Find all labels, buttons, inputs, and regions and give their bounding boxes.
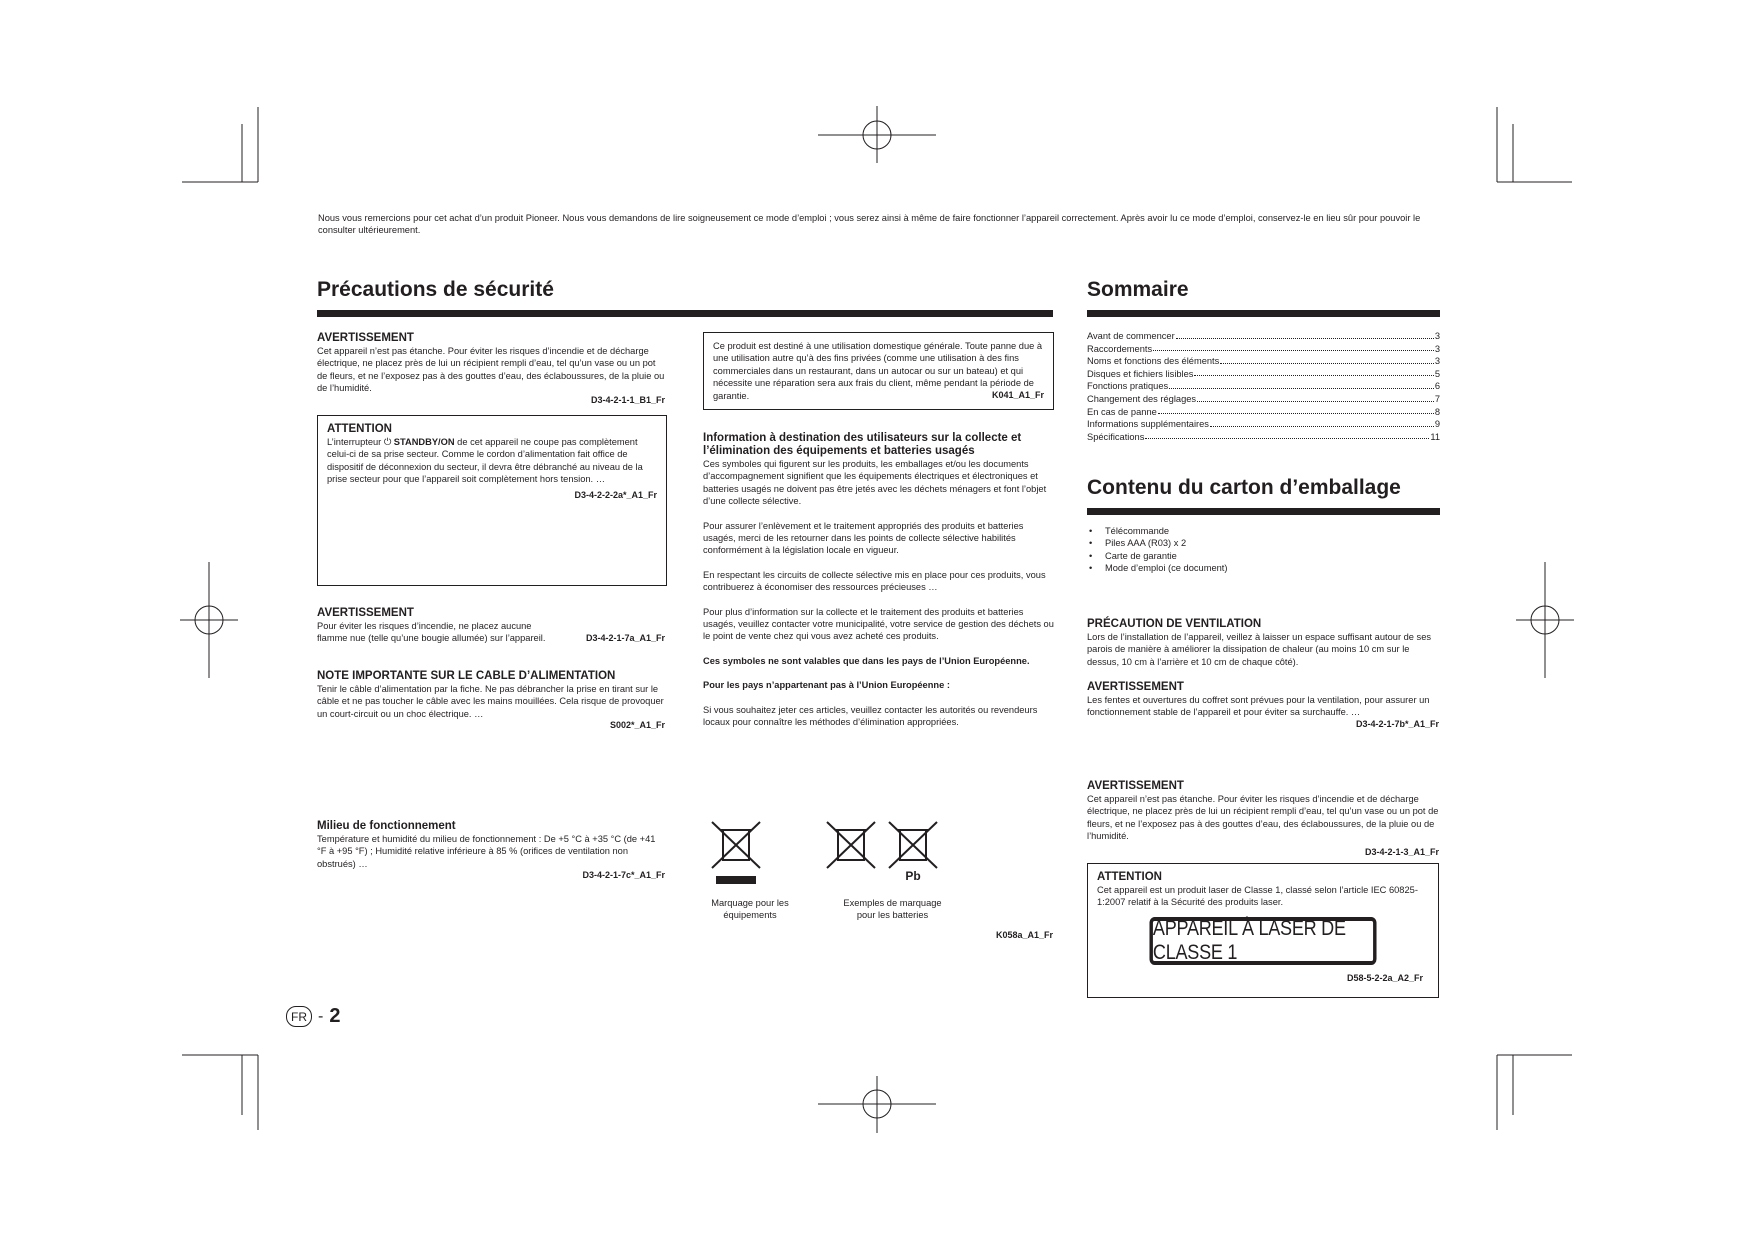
carton-item: • Carte de garantie (1087, 550, 1440, 562)
caption-batteries: Exemples de marquage pour les batteries (843, 898, 942, 921)
non-eu-heading: Pour les pays n’appartenant pas à l’Union Européenne : (703, 680, 950, 691)
page-number (286, 1005, 340, 1028)
language-badge: FR (286, 1006, 312, 1027)
title-rule (317, 310, 1053, 317)
toc-item[interactable] (1087, 418, 1440, 431)
weee-paragraph: Pour plus d’information sur la collecte et le traitement des produits et batteries usagés, veuillez contacter votre municipalité, votre service de gestion des déchets ou le point de vente chez qui vous avez acheté ces produits. (703, 606, 1054, 642)
intro-text: Nous vous remercions pour cet achat d’un produit Pioneer. Nous vous demandons de lire soigneusement ce mode d’emploi ; vous serez ainsi à même de faire fonctionner l’appareil correctement. Après avoir lu ce mode d’emploi, conservez-le en lieu sûr pour pouvoir le consulter ultérieurement. (318, 213, 1421, 236)
carton-section (1087, 476, 1440, 575)
caption-equipment: Marquage pour les équipements (711, 898, 789, 921)
warning-text: Cet appareil n’est pas étanche. Pour éviter les risques d’incendie et de décharge électrique, ne placez près de lui un récipient rempli d’eau, tel qu’un vase ou un pot de fleurs, et ne l’exposez pas à des gouttes d’eau, des éclaboussures, de la pluie ou de l’humidité. (1087, 794, 1439, 842)
eu-only-note: Ces symboles ne sont valables que dans les pays de l’Union Européenne. (703, 655, 1030, 666)
weee-paragraph: Ces symboles qui figurent sur les produits, les emballages et/ou les documents d’accompagnement signifient que les équipements électriques et électroniques et batteries usagés ne doivent pas être jetés avec les déchets ménagers et font l’objet d’une collecte sélective. (703, 459, 1047, 507)
weee-info (703, 432, 1055, 729)
toc-label: Informations supplémentaires (1087, 419, 1209, 430)
toc-item[interactable] (1087, 406, 1440, 419)
toc-list (1087, 330, 1440, 443)
toc-leader (1194, 368, 1433, 377)
warning-3 (1087, 681, 1439, 729)
domestic-use-box (703, 332, 1054, 410)
cable-text: Tenir le câble d’alimentation par la fiche. Ne pas débrancher la prise en tirant sur le câble et ne pas toucher le câble avec les mains mouillées. Cela risque de provoquer un court-circuit ou un choc électrique. … (317, 684, 664, 719)
toc-page: 8 (1434, 406, 1440, 417)
domestic-use-text: Ce produit est destiné à une utilisation domestique générale. Toute panne due à une utilisation autre qu’à des fins privées (comme une utilisation à des fins commerciales dans un restaurant, dans un autocar ou sur un bateau) et qui nécessite une réparation sera aux frais du client, même pendant la période de garantie. (713, 341, 1043, 401)
weee-paragraph: En respectant les circuits de collecte sélective mis en place pour ces produits, vous contribuerez à économiser des ressources précieuses … (703, 569, 1046, 593)
toc-page: 9 (1434, 419, 1440, 430)
ventilation-text: Lors de l’installation de l’appareil, veillez à laisser un espace suffisant autour de ses parois de manière à améliorer la dissipation de chaleur (au moins 10 cm sur le dessus, 10 cm à l’arrière et 10 cm de chaque côté). (1087, 632, 1432, 667)
ventilation (1087, 618, 1439, 668)
toc-item[interactable] (1087, 368, 1440, 381)
warning-text: Cet appareil n’est pas étanche. Pour éviter les risques d’incendie et de décharge électrique, ne placez près de lui un récipient rempli d’eau, tel qu’un vase ou un pot de fleurs, et ne l’exposez pas à des gouttes d’eau, des éclaboussures, de la pluie ou de l’humidité. (317, 346, 665, 394)
toc-leader (1197, 393, 1434, 402)
cable-note (317, 670, 665, 730)
weee-heading: Information à destination des utilisateurs sur la collecte et l’élimination des équipements et batteries usagés (703, 432, 1022, 457)
ref-code: S002*_A1_Fr (609, 720, 665, 731)
attention-heading: ATTENTION (1097, 871, 1162, 883)
toc-item[interactable] (1087, 355, 1440, 368)
ref-code: D3-4-2-1-7c*_A1_Fr (582, 870, 665, 881)
warning-text: Pour éviter les risques d’incendie, ne placez aucune flamme nue (telle qu’une bougie allumée) sur l’appareil. (317, 621, 546, 644)
warning-2 (317, 607, 665, 643)
toc-page: 7 (1434, 393, 1440, 404)
attention-text: L’interrupteur ⏻ STANDBY/ON de cet appareil ne coupe pas complètement celui-ci de sa prise secteur. Comme le cordon d’alimentation fait office de dispositif de déconnexion du secteur, il devra être débranché au niveau de la prise secteur pour que l’appareil soit complètement hors tension. … (327, 437, 643, 485)
toc-leader (1220, 355, 1434, 364)
title-rule (1087, 508, 1440, 515)
toc-label: Fonctions pratiques (1087, 381, 1169, 392)
crossed-bin-icon (712, 822, 760, 868)
toc-leader (1169, 380, 1434, 389)
toc-label: Disques et fichiers lisibles (1087, 368, 1194, 379)
title-rule (1087, 310, 1440, 317)
laser-class-label: APPAREIL À LASER DE CLASSE 1 (1149, 917, 1376, 965)
toc-page: 11 (1430, 431, 1440, 442)
warning-heading: AVERTISSEMENT (1087, 780, 1184, 792)
black-bar (716, 876, 756, 884)
toc-page: 3 (1434, 356, 1440, 367)
toc-leader (1210, 418, 1434, 427)
toc-page: 6 (1434, 381, 1440, 392)
page-title: Précautions de sécurité (317, 278, 554, 301)
warning-4 (1087, 780, 1439, 857)
toc-label: Spécifications (1087, 431, 1145, 442)
carton-item: • Télécommande (1087, 525, 1440, 537)
toc-label: Raccordements (1087, 343, 1153, 354)
cable-heading: NOTE IMPORTANTE SUR LE CABLE D’ALIMENTATION (317, 670, 616, 682)
ref-code: K041_A1_Fr (991, 390, 1044, 401)
carton-title: Contenu du carton d’emballage (1087, 476, 1401, 499)
page-num: 2 (329, 1005, 341, 1027)
toc-leader (1145, 431, 1429, 440)
toc-title: Sommaire (1087, 278, 1189, 301)
toc-label: Avant de commencer (1087, 331, 1175, 341)
toc-item[interactable] (1087, 380, 1440, 393)
toc-item[interactable] (1087, 431, 1440, 444)
warning-text: Les fentes et ouvertures du coffret sont prévues pour la ventilation, pour assurer un fonctionnement stable de l’appareil et pour éviter sa surchauffe. … (1087, 695, 1430, 718)
ventilation-heading: PRÉCAUTION DE VENTILATION (1087, 618, 1262, 630)
toc-page: 3 (1434, 331, 1440, 341)
operating-environment (317, 820, 665, 880)
crossed-bin-icon (889, 822, 937, 868)
ref-code: D3-4-2-1-1_B1_Fr (590, 394, 665, 405)
carton-item: • Piles AAA (R03) x 2 (1087, 537, 1440, 549)
warning-heading: AVERTISSEMENT (317, 332, 414, 344)
toc-item[interactable] (1087, 393, 1440, 406)
warning-heading: AVERTISSEMENT (317, 607, 414, 619)
toc-label: Noms et fonctions des éléments (1087, 356, 1220, 367)
toc-label: Changement des réglages (1087, 393, 1197, 404)
toc-leader (1176, 330, 1434, 339)
ref-code: D3-4-2-1-7a_A1_Fr (585, 632, 665, 643)
toc-leader (1158, 406, 1434, 415)
weee-paragraph: Pour assurer l’enlèvement et le traitement appropriés des produits et batteries usagés, merci de les retourner dans les points de collecte sélective habilités conformément à la législation locale en vigueur. (703, 520, 1024, 556)
ref-code: D3-4-2-2-2a*_A1_Fr (574, 489, 657, 500)
environment-heading: Milieu de fonctionnement (317, 820, 456, 832)
safety-header (317, 278, 1053, 317)
toc-item[interactable] (1087, 330, 1440, 343)
crossed-bin-icon (827, 822, 875, 868)
attention-heading: ATTENTION (327, 423, 392, 435)
ref-code: D3-4-2-1-3_A1_Fr (1364, 846, 1439, 857)
warning-1 (317, 332, 665, 405)
toc-page: 5 (1434, 368, 1440, 379)
ref-code: D3-4-2-1-7b*_A1_Fr (1355, 718, 1439, 729)
carton-list (1087, 525, 1440, 575)
toc-leader (1153, 343, 1434, 352)
page-dash: - (318, 1007, 324, 1025)
environment-text: Température et humidité du milieu de fonctionnement : De +5 °C à +35 °C (de +41 °F à +95 °F) ; Humidité relative inférieure à 85 % (orifices de ventilation non obstrués) … (317, 834, 656, 869)
pb-label: Pb (905, 869, 921, 883)
attention-box-laser (1087, 863, 1439, 998)
attention-text: Cet appareil est un produit laser de Classe 1, classé selon l’article IEC 60825-1:2007 relatif à la Sécurité des produits laser. (1097, 885, 1418, 908)
toc-item[interactable] (1087, 343, 1440, 356)
attention-box-standby (317, 415, 667, 586)
power-icon: ⏻ (383, 437, 394, 447)
warning-heading: AVERTISSEMENT (1087, 681, 1184, 693)
ref-code: K058a_A1_Fr (995, 930, 1053, 940)
toc-section (1087, 278, 1440, 443)
carton-item: • Mode d’emploi (ce document) (1087, 562, 1440, 574)
weee-paragraph: Si vous souhaitez jeter ces articles, veuillez contacter les autorités ou revendeurs locaux pour connaître les méthodes d’élimination appropriées. (703, 704, 1038, 728)
toc-page: 3 (1434, 343, 1440, 354)
ref-code: D58-5-2-2a_A2_Fr (1346, 972, 1423, 983)
toc-label: En cas de panne (1087, 406, 1157, 417)
